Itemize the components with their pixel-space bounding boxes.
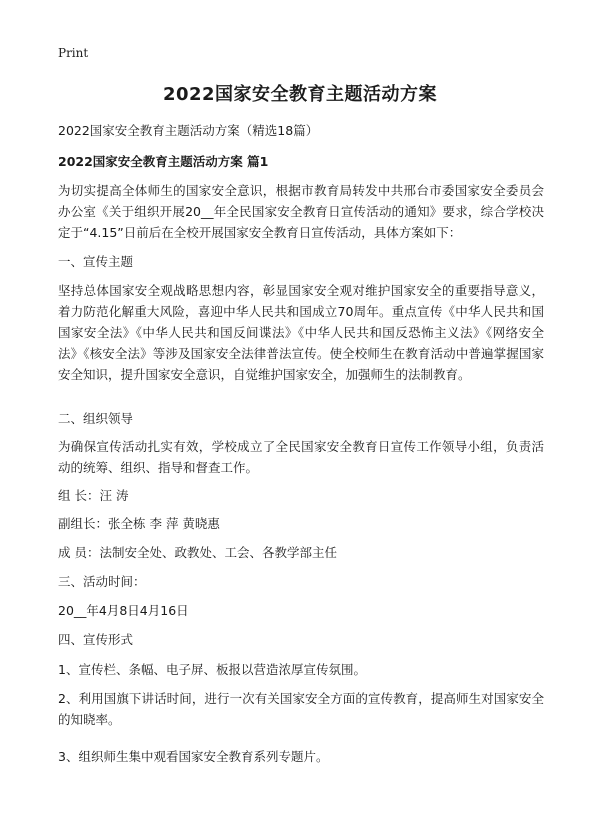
heading-publicity-theme: 一、宣传主题: [58, 254, 134, 269]
activity-time-value: 20__年4月8日4月16日: [58, 603, 189, 618]
heading-organization: 二、组织领导: [58, 411, 134, 426]
organization-paragraph: 为确保宣传活动扎实有效，学校成立了全民国家安全教育日宣传工作领导小组，负责活动的统筹、组织、指导和督查工作。: [58, 439, 544, 475]
heading-publicity-form: 四、宣传形式: [58, 632, 134, 647]
heading-activity-time: 三、活动时间：: [58, 574, 146, 589]
intro-paragraph: 为切实提高全体师生的国家安全意识，根据市教育局转发中共邢台市委国家安全委员会办公室《关于组织开展20__年全民国家安全教育日宣传活动的通知》要求，综合学校决定于“4.15”日前后在全校开展国家安全教育日宣传活动，具体方案如下：: [58, 183, 544, 240]
leader-line: 组 长：汪 涛: [58, 488, 129, 503]
publicity-theme-paragraph: 坚持总体国家安全观战略思想内容，彰显国家安全观对维护国家安全的重要指导意义，着力防范化解重大风险，喜迎中华人民共和国成立70周年。重点宣传《中华人民共和国国家安全法》《中华人民共和国反间谍法》《中华人民共和国反恐怖主义法》《网络安全法》《核安全法》等涉及国家安全法律普法宣传。使全校师生在教育活动中普遍掌握国家安全知识，提升国家安全意识，自觉维护国家安全，加强师生的法制教育。: [58, 283, 544, 382]
document-title: 2022国家安全教育主题活动方案: [162, 84, 438, 105]
print-label[interactable]: Print: [58, 46, 89, 60]
list-item-2: 2、利用国旗下讲话时间，进行一次有关国家安全方面的宣传教育，提高师生对国家安全的知晓率。: [58, 691, 544, 727]
members-line: 成 员：法制安全处、政教处、工会、各教学部主任: [58, 545, 337, 560]
section-title: 2022国家安全教育主题活动方案 篇1: [58, 154, 269, 169]
vice-leader-line: 副组长：张全栋 李 萍 黄晓惠: [58, 516, 220, 531]
list-item-3: 3、组织师生集中观看国家安全教育系列专题片。: [58, 749, 329, 764]
list-item-1: 1、宣传栏、条幅、电子屏、板报以营造浓厚宣传氛围。: [58, 662, 366, 677]
document-subtitle: 2022国家安全教育主题活动方案（精选18篇）: [58, 123, 319, 138]
